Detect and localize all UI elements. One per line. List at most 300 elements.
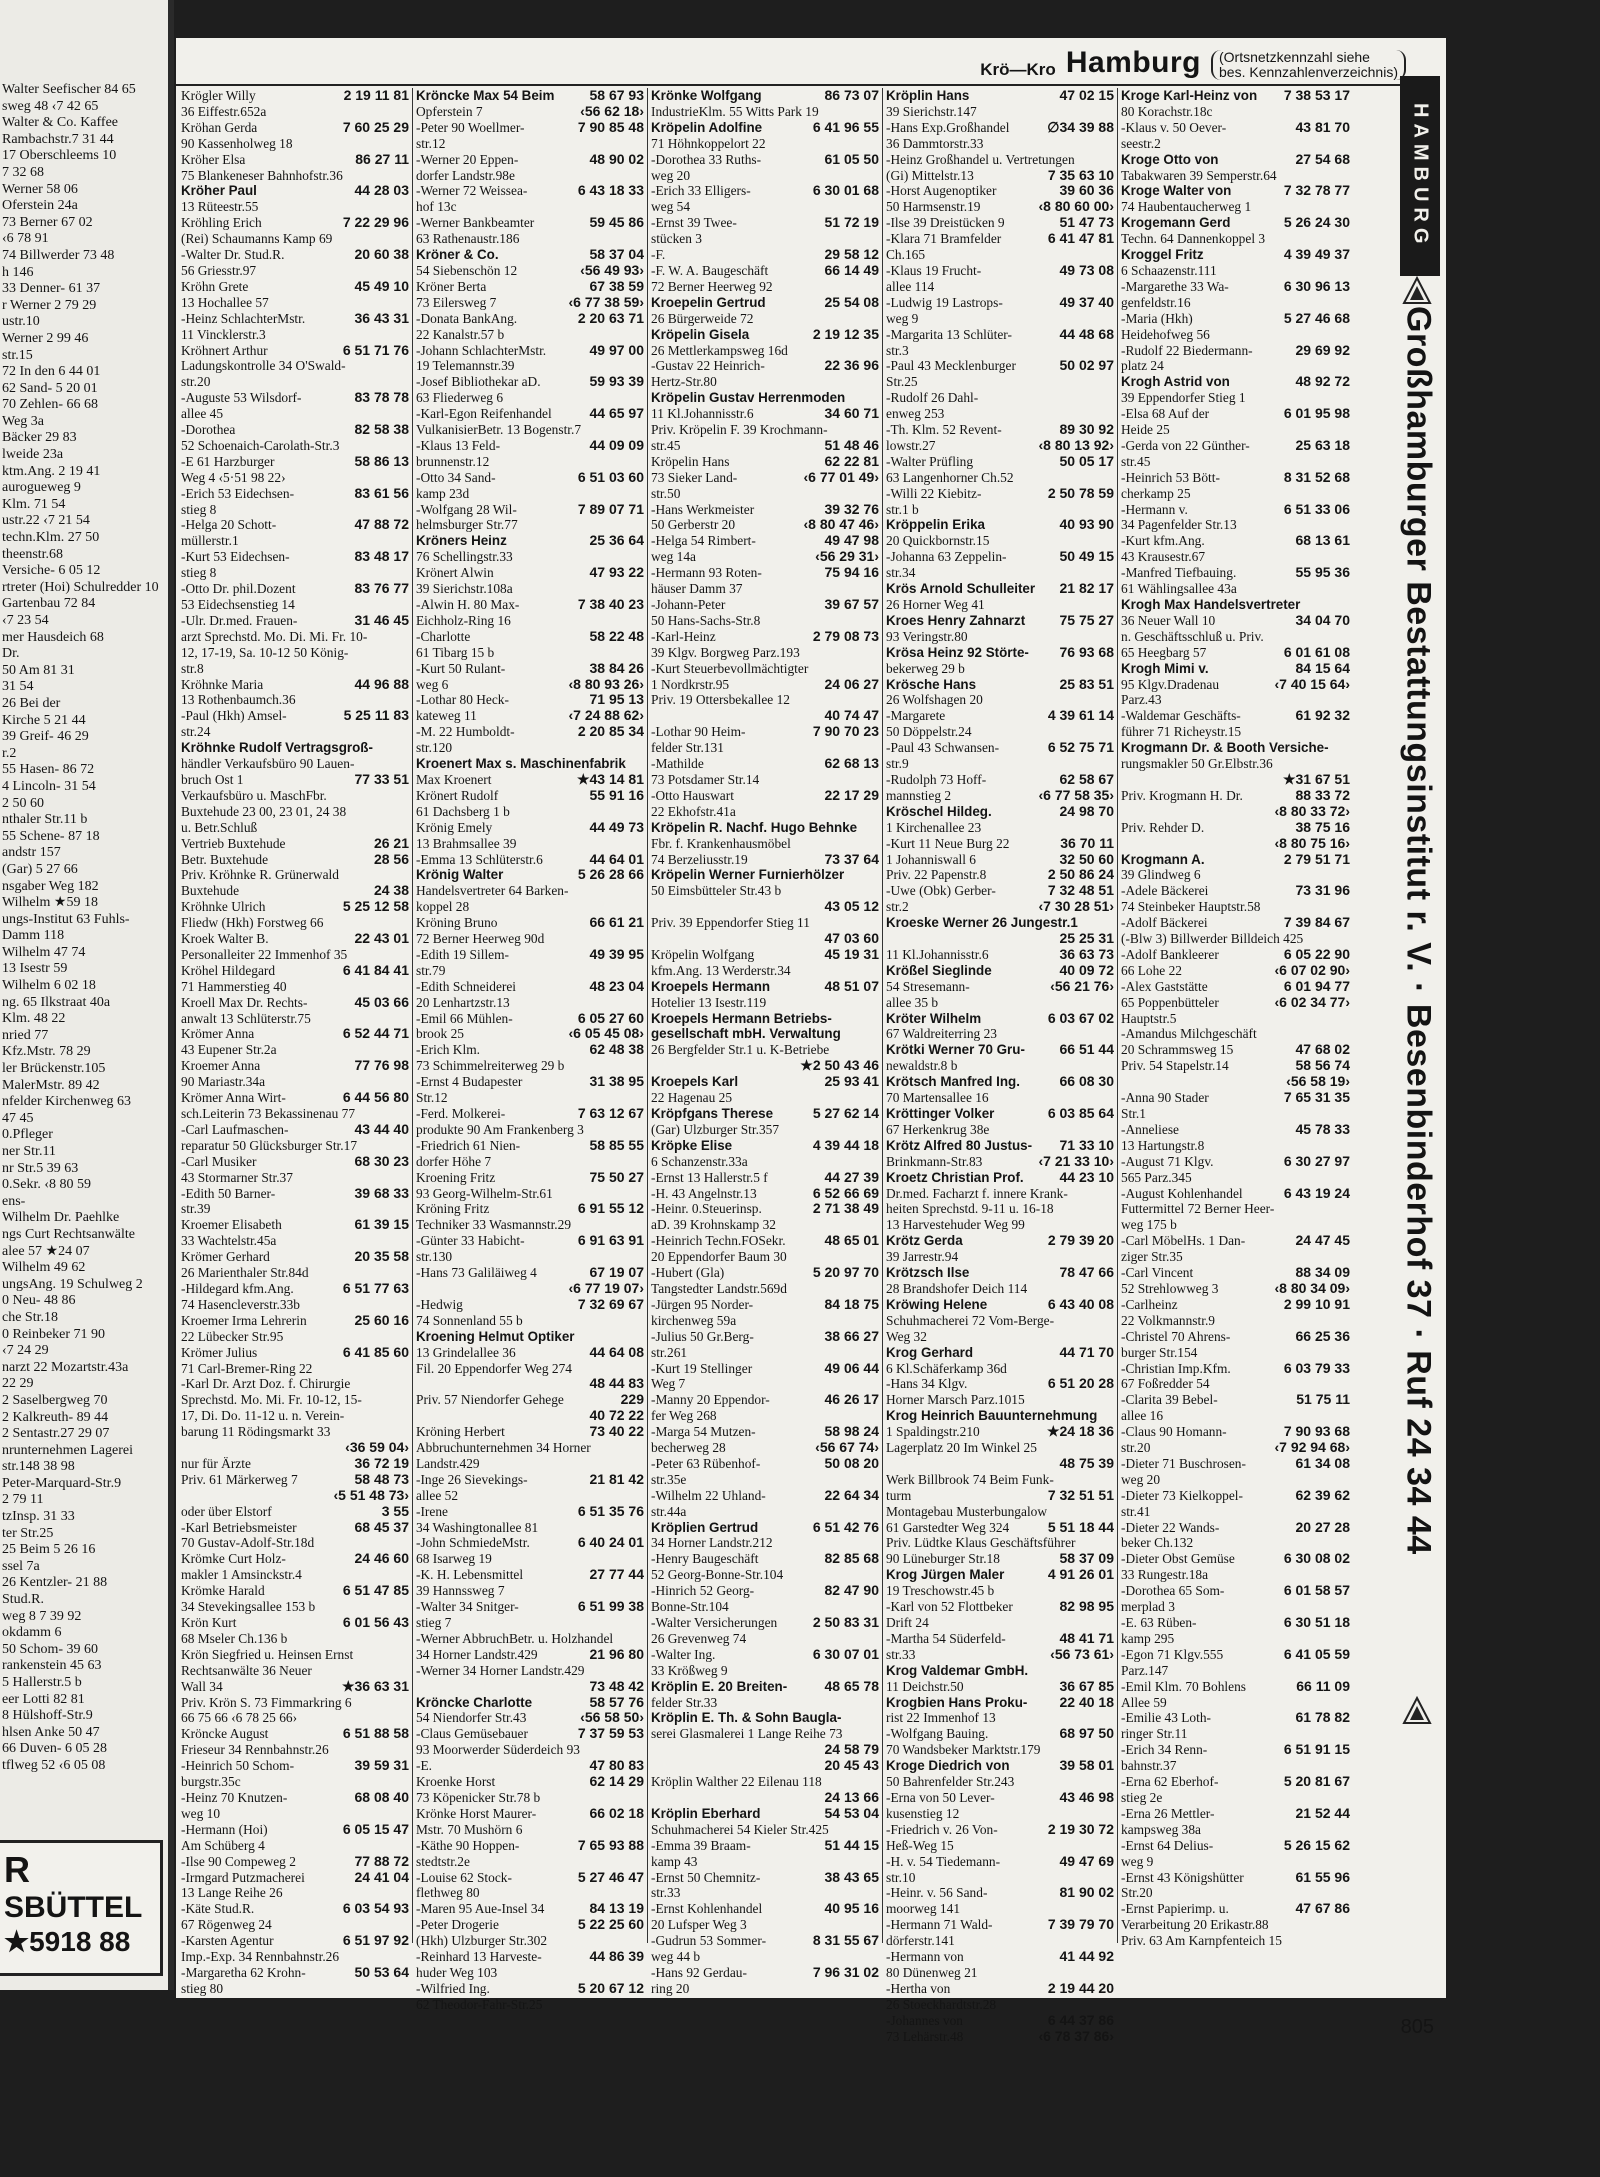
entry-name-address: -Charlotte [416,628,471,644]
entry-name-address: -Helga 54 Rimbert- [651,533,756,549]
entry-name-address: Imp.-Exp. 34 Rennbahnstr.26 [181,1949,340,1965]
listing-entry [1121,1217,1350,1233]
listing-entry [886,820,1114,836]
listing-entry [181,995,409,1011]
entry-name-address: Krönert Rudolf [416,787,499,803]
entry-phone-number: 62 58 67 [1059,770,1114,787]
entry-name-address: 20 Lufsper Weg 3 [651,1917,747,1933]
entry-name-address: 28 Brandshofer Deich 114 [886,1280,1028,1296]
entry-phone-number: 21 82 17 [1059,580,1114,597]
entry-name-address: barung 11 Rödingsmarkt 33 [181,1424,331,1440]
listing-entry [1121,947,1350,963]
entry-name-address: Dr.med. Facharzt f. innere Krank- [886,1185,1068,1201]
listing-entry [416,756,644,772]
entry-name-address: stieg 8 [181,501,217,517]
listing-entry [886,549,1114,565]
listing-entry [1121,565,1350,581]
entry-name-address: VulkanisierBetr. 13 Bogenstr.7 [416,422,582,438]
entry-name-address: arzt Sprechstd. Mo. Di. Mi. Fr. 10- [181,628,368,644]
entry-phone-number: 48 23 04 [589,977,644,994]
entry-phone-number: 62 68 13 [824,755,879,772]
entry-name-address: -Margaretha 62 Krohn- [181,1964,306,1980]
entry-phone-number: 55 91 16 [589,786,644,803]
listing-entry [651,1679,879,1695]
listing-entry [886,899,1114,915]
entry-name-address: Krömer Julius [181,1344,258,1360]
entry-phone-number: 44 64 08 [589,1343,644,1360]
listing-entry [416,295,644,311]
entry-name-address: Kröhnke Maria [181,676,264,692]
entry-phone-number: 47 67 86 [1295,1900,1350,1917]
listing-entry [886,947,1114,963]
left-page-line: 7 32 68 [2,164,44,180]
left-page-line: Damm 118 [2,928,65,944]
listing-entry [416,1472,644,1488]
listing-entry [416,565,644,581]
entry-name-address: -Carl MöbelHs. 1 Dan- [1121,1233,1246,1249]
entry-name-address: -Paul 43 Mecklenburger [886,358,1016,374]
entry-name-address: Ladungskontrolle 34 O'Swald- [181,358,346,374]
entry-phone-number: 5 26 15 62 [1283,1836,1350,1853]
entry-phone-number: 44 96 88 [354,675,409,692]
entry-name-address: -Hans Werkmeister [651,501,755,517]
listing-entry [181,1726,409,1742]
listing-entry [416,1106,644,1122]
listing-entry [416,1392,644,1408]
listing-entry [886,1806,1114,1822]
entry-name-address: 71 Höhnkoppelort 22 [651,135,766,151]
entry-name-address: (Rei) Schaumanns Kamp 69 [181,231,333,247]
entry-name-address: 70 Wandsbeker Marktstr.179 [886,1742,1041,1758]
listing-entry [181,1456,409,1472]
listing-entry [416,120,644,136]
listing-entry [181,836,409,852]
listing-entry [651,1424,879,1440]
listing-entry [1121,1138,1350,1154]
listing-entry [181,1026,409,1042]
listing-entry [886,1233,1114,1249]
listing-entry [886,1090,1114,1106]
entry-name-address: -Peter Drogerie [416,1917,499,1933]
listing-entry [1121,1567,1350,1583]
entry-name-address: -Paul (Hkh) Amsel- [181,708,287,724]
entry-name-address: kamp 43 [651,1853,698,1869]
listing-entry [886,1122,1114,1138]
entry-name-address: -Heinrich 53 Bött- [1121,469,1220,485]
entry-phone-number: 7 39 79 70 [1047,1916,1114,1933]
listing-entry [651,199,879,215]
listing-entry [886,1631,1114,1647]
listing-entry [651,549,879,565]
entry-name-address: Str.20 [1121,1885,1153,1901]
listing-entry [181,263,409,279]
entry-name-address: Betr. Buxtehude [181,851,269,867]
listing-entry [651,1758,879,1774]
listing-entry [1121,979,1350,995]
entry-name-address: burgstr.35c [181,1774,241,1790]
left-page-line: r Werner 2 79 29 [2,297,97,313]
entry-phone-number: 44 09 09 [589,436,644,453]
entry-name-address: -Walter Prüfling [886,453,974,469]
entry-name-address: -Otto Dr. phil.Dozent [181,581,296,597]
listing-entry [651,1170,879,1186]
entry-phone-number: 4 39 49 37 [1283,246,1350,263]
entry-name-address: -Otto Hauswart [651,787,734,803]
listing-entry [886,533,1114,549]
entry-name-address: 36 Neuer Wall 10 [1121,612,1216,628]
listing-entry [1121,1361,1350,1377]
entry-name-address: 74 Hasencleverstr.33b [181,1296,300,1312]
entry-name-address: weg 54 [651,199,691,215]
entry-phone-number: 36 43 31 [354,309,409,326]
listing-entry [651,852,879,868]
entry-name-address: Priv. Krogmann H. Dr. [1121,787,1243,803]
listing-entry [886,1997,1114,2013]
entry-name-address: bahnstr.37 [1121,1758,1177,1774]
entry-name-address: dorfer Landstr.98e [416,167,515,183]
entry-name-address: -Friedrich v. 26 Von- [886,1821,998,1837]
entry-name-address: burger Str.154 [1121,1344,1198,1360]
listing-entry [886,199,1114,215]
entry-name-address: -Günter 33 Habicht- [416,1233,525,1249]
left-advert-phone: ★5918 88 [4,1926,131,1957]
entry-name-address: felder Str.131 [651,740,724,756]
entry-name-address: Mstr. 70 Mushörn 6 [416,1821,523,1837]
entry-name-address: -Kurt 19 Stellinger [651,1360,753,1376]
listing-entry [1121,629,1350,645]
listing-entry [416,1870,644,1886]
listing-entry [1121,1710,1350,1726]
entry-name-address: -Otto 34 Sand- [416,469,496,485]
listing-entry [886,1408,1114,1424]
entry-phone-number: 44 48 68 [1059,325,1114,342]
entry-phone-number: 47 02 15 [1059,87,1114,103]
listing-entry [886,1106,1114,1122]
listing-entry [886,263,1114,279]
entry-name-address: 70 Gustav-Adolf-Str.18d [181,1535,315,1551]
entry-name-address: n. Geschäftsschluß u. Priv. [1121,628,1264,644]
entry-name-address: Krötki Werner 70 Gru- [886,1042,1025,1058]
thumb-index-tab[interactable] [1400,76,1440,276]
entry-name-address: 26 Wolfshagen 20 [886,692,983,708]
entry-phone-number: ‹6 77 19 07› [568,1279,644,1296]
listing-entry [181,1535,409,1551]
listing-entry [416,1917,644,1933]
entry-name-address: Kröter Wilhelm [886,1010,982,1026]
entry-name-address: -Käthe 90 Hoppen- [416,1837,520,1853]
entry-name-address: Parz.43 [1121,692,1162,708]
left-advert-line-2: SBÜTTEL [4,1891,143,1924]
listing-entry [651,374,879,390]
entry-name-address: Fliedw (Hkh) Forstweg 66 [181,915,324,931]
listing-entry [1121,1313,1350,1329]
listing-entry [181,883,409,899]
entry-phone-number: 44 65 97 [589,405,644,422]
entry-phone-number: 5 26 28 66 [577,866,644,883]
entry-phone-number: 41 44 92 [1059,1948,1114,1965]
listing-entry [651,454,879,470]
listing-entry [1121,1170,1350,1186]
listing-entry [1121,1201,1350,1217]
listing-entry [886,629,1114,645]
entry-phone-number: 2 71 38 49 [812,1200,879,1217]
entry-name-address: -Klara 71 Bramfelder [886,231,1002,247]
entry-name-address: 34 Stevekingsallee 153 b [181,1599,316,1615]
entry-name-address: 71 Hammerstieg 40 [181,978,287,994]
listing-entry [181,1488,409,1504]
entry-phone-number: 58 56 74 [1295,1057,1350,1074]
entry-name-address: reparatur 50 Glücksburger Str.17 [181,1137,358,1153]
entry-name-address: koppel 28 [416,899,470,915]
entry-phone-number: 66 11 09 [1296,1677,1350,1694]
entry-name-address: stücken 3 [651,231,702,247]
listing-entry [651,1535,879,1551]
entry-phone-number: 47 68 02 [1295,1041,1350,1058]
entry-name-address: weg 20 [651,167,691,183]
entry-name-address: ring 20 [651,1980,690,1996]
entry-name-address: str.3 [886,342,909,358]
left-page-line: nthaler Str.11 b [2,812,88,828]
listing-entry [416,168,644,184]
entry-name-address: 73 Lehärstr.48 [886,2028,964,2044]
listing-entry [886,1949,1114,1965]
entry-name-address: 74 Steinbeker Hauptstr.58 [1121,899,1261,915]
left-page-line: Rambachstr.7 31 44 [2,131,114,147]
entry-name-address: -Karl-Egon Reifenhandel [416,406,552,422]
entry-name-address: Fbr. f. Krankenhausmöbel [651,835,791,851]
left-page-line: 72 In den 6 44 01 [2,364,101,380]
left-page-line: che Str.18 [2,1309,58,1325]
entry-name-address: -Paul 43 Schwansen- [886,740,1000,756]
entry-name-address: Kröner Berta [416,278,487,294]
listing-entry [181,183,409,199]
entry-phone-number: 6 51 20 28 [1047,1375,1114,1392]
listing-entry [181,438,409,454]
entry-name-address: stieg 7 [416,1615,452,1630]
triangle-logo-icon [1402,1696,1432,1726]
listing-entry [651,883,879,899]
listing-entry [651,1201,879,1217]
listing-entry [1121,104,1350,120]
entry-name-address: Kroge Diedrich von [886,1758,1010,1774]
listing-entry [651,1011,879,1027]
listing-entry [1121,502,1350,518]
listing-entry [651,613,879,629]
entry-name-address: 13 Brahmsallee 39 [416,835,517,851]
entry-phone-number: 62 39 62 [1295,1486,1350,1503]
listing-entry [181,915,409,931]
listing-entry [416,883,644,899]
entry-phone-number: 48 44 83 [589,1375,644,1392]
entry-name-address: Verkaufsbüro u. MaschFbr. [181,787,327,803]
entry-name-address: hof 13c [416,199,457,215]
listing-entry [416,724,644,740]
entry-phone-number: 7 37 59 53 [577,1725,644,1742]
entry-phone-number: 6 44 37 86 [1047,2011,1114,2028]
entry-phone-number: 44 64 01 [589,850,644,867]
entry-phone-number: 61 34 08 [1295,1454,1350,1471]
entry-name-address: Techniker 33 Wasmannstr.29 [416,1217,572,1233]
entry-phone-number: 58 85 55 [589,1136,644,1153]
entry-name-address: -Ilse 90 Compeweg 2 [181,1853,296,1869]
entry-phone-number: 6 40 24 01 [577,1534,644,1551]
entry-name-address: -Johannes von [886,2012,963,2028]
listing-entry [651,1472,879,1488]
left-page-line: nrunternehmen Lagerei [2,1442,133,1458]
directory-column-5 [1118,87,1353,1949]
listing-entry [181,533,409,549]
entry-name-address: str.20 [181,374,211,390]
entry-phone-number: 67 38 59 [589,277,644,294]
entry-phone-number: 6 43 40 08 [1047,1295,1114,1312]
entry-name-address: Sprechstd. Mo. Mi. Fr. 10-12, 15- [181,1392,362,1408]
entry-name-address: 6 Schanzenstr.33a [651,1153,748,1169]
entry-phone-number: 25 93 41 [824,1073,879,1090]
entry-name-address: genfeldstr.16 [1121,294,1191,310]
entry-name-address: beker Ch.132 [1121,1535,1194,1551]
entry-phone-number: 6 03 79 33 [1283,1359,1350,1376]
entry-name-address: 39 Sierichstr.108a [416,581,513,597]
entry-name-address: -Heinrich 50 Schom- [181,1758,295,1774]
listing-entry [181,756,409,772]
listing-entry [651,533,879,549]
listing-entry [886,247,1114,263]
entry-phone-number: 40 93 90 [1059,516,1114,533]
listing-entry [651,88,879,104]
listing-entry [651,1551,879,1567]
entry-name-address: -Ilse 39 Dreistücken 9 [886,215,1005,231]
entry-phone-number: 83 78 78 [354,389,409,406]
left-page-line: 26 Bei der [2,695,61,711]
left-page-line: (Gar) 5 27 66 [2,861,78,877]
listing-entry [886,613,1114,629]
entry-name-address: 13 Rothenbaumch.36 [181,692,296,708]
listing-entry [1121,1233,1350,1249]
listing-entry [416,740,644,756]
entry-name-address: -Amandus Milchgeschäft [1121,1026,1257,1042]
entry-phone-number: 6 01 56 43 [342,1614,409,1630]
listing-entry [886,1440,1114,1456]
listing-entry [651,358,879,374]
listing-entry [886,1535,1114,1551]
listing-entry [651,1774,879,1790]
entry-name-address: Hertz-Str.80 [651,374,717,390]
right-sidebar [1390,76,1446,1848]
left-page-line: ler Brückenstr.105 [2,1061,106,1077]
listing-entry [1121,1870,1350,1886]
listing-entry [886,963,1114,979]
entry-phone-number: 36 63 73 [1059,945,1114,962]
entry-name-address: Krog Valdemar GmbH. [886,1662,1029,1678]
entry-name-address: Kroell Max Dr. Rechts- [181,994,308,1010]
entry-name-address: -Reinhard 13 Harveste- [416,1949,542,1965]
listing-entry [1121,470,1350,486]
listing-entry [416,677,644,693]
listing-entry [1121,677,1350,693]
listing-entry [1121,1472,1350,1488]
entry-name-address: 73 Schimmelreiterweg 29 b [416,1058,565,1074]
entry-name-address: weg 175 b [1121,1217,1177,1233]
listing-entry [1121,1392,1350,1408]
listing-entry [886,1774,1114,1790]
entry-name-address: 61 Wählingsallee 43a [1121,581,1237,597]
entry-name-address: weg 20 [1121,1471,1161,1487]
entry-phone-number: 5 20 81 67 [1283,1773,1350,1790]
entry-name-address: 1 Kirchenallee 23 [886,819,982,835]
left-page-line: 50 Am 81 31 [2,662,75,678]
entry-name-address: Krösche Hans [886,676,977,692]
left-page-line: Peter-Marquard-Str.9 [2,1475,122,1491]
entry-phone-number: 7 32 78 77 [1283,182,1350,199]
left-page-line: 39 Greif- 46 29 [2,729,89,745]
entry-name-address: Lagerplatz 20 Im Winkel 25 [886,1440,1037,1456]
entry-name-address: -Ernst Kohlenhandel [651,1901,763,1917]
listing-entry [886,1901,1114,1917]
entry-name-address: -M. 22 Humboldt- [416,724,515,740]
listing-entry [416,152,644,168]
listing-entry [416,374,644,390]
listing-entry [181,1854,409,1870]
entry-name-address: Landstr.429 [416,1455,480,1471]
left-page-line: 73 Berner 67 02 [2,214,93,230]
entry-phone-number: 44 23 10 [1059,1168,1114,1185]
entry-name-address: -Carlheinz [1121,1296,1178,1312]
entry-name-address: -Hermann (Hoi) [181,1821,268,1837]
left-page-line: 0 Neu- 48 86 [2,1293,76,1309]
entry-name-address: Brinkmann-Str.83 [886,1153,983,1169]
entry-name-address: Kroge Walter von [1121,183,1232,199]
listing-entry [886,692,1114,708]
entry-name-address: 75 Blankeneser Bahnhofstr.36 [181,167,343,183]
entry-name-address: 1 Spaldingstr.210 [886,1424,980,1440]
entry-phone-number: 25 54 08 [824,293,879,310]
listing-entry [1121,645,1350,661]
left-page-line: ner Str.11 [2,1144,56,1159]
entry-phone-number: 6 30 51 18 [1283,1614,1350,1630]
entry-name-address: 76 Schellingstr.33 [416,549,513,565]
listing-entry [1121,1774,1350,1790]
entry-name-address: -Ernst 43 Königshütter [1121,1869,1244,1885]
entry-phone-number: 48 75 39 [1059,1454,1114,1471]
entry-phone-number: ‹56 73 61› [1050,1645,1114,1662]
entry-name-address: Kröhel Hildegard [181,962,276,978]
entry-name-address: 67 Herkenkrug 38e [886,1121,990,1137]
entry-name-address: 39 Glindweg 6 [1121,867,1201,883]
entry-phone-number: 6 44 56 80 [342,1089,409,1106]
entry-phone-number: 25 36 64 [589,532,644,549]
entry-name-address: -Claus Gemüsebauer [416,1726,528,1742]
listing-entry [181,1663,409,1679]
entry-phone-number: ‹56 67 74› [815,1439,879,1456]
left-page-line: 0.Pfleger [2,1127,53,1143]
listing-entry [416,1424,644,1440]
entry-name-address: 80 Dünenweg 21 [886,1964,978,1980]
entry-phone-number: 54 53 04 [824,1804,879,1821]
entry-name-address: 52 Georg-Bonne-Str.104 [651,1567,784,1583]
listing-entry [1121,772,1350,788]
entry-name-address: str.50 [651,485,681,501]
entry-name-address: Krötzsch Ilse [886,1265,970,1281]
entry-name-address: Kröhan Gerda [181,119,258,135]
left-advert-line-1: R [4,1849,30,1890]
listing-entry [1121,724,1350,740]
left-page-line: ustr.22 ‹7 21 54 [2,513,90,529]
entry-name-address: -Alex Gaststätte [1121,978,1208,994]
entry-name-address: -Hans 92 Gerdau- [651,1964,747,1980]
listing-entry [416,1901,644,1917]
entry-name-address: -Dorothea [181,422,236,438]
entry-name-address: -Dieter 71 Buschrosen- [1121,1455,1246,1471]
